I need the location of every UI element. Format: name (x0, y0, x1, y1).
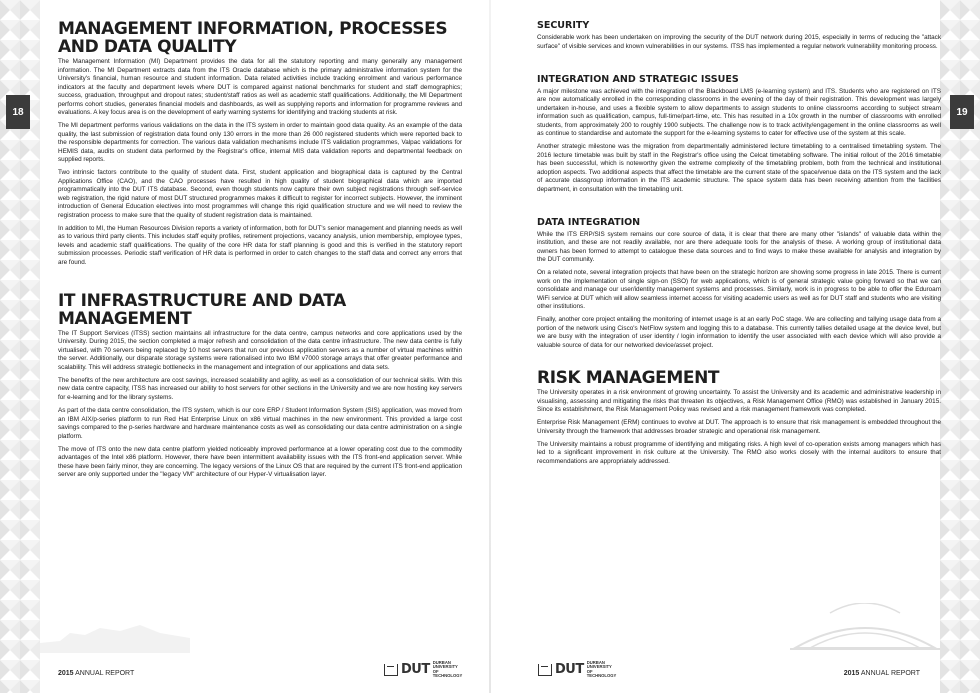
paragraph: Finally, another core project entailing the monitoring of internet usage is at an early PoC stage. We are collecting and tallying usage data from a portion of the network using Cisco's NetFlow system and logging this to a database. This currently tallies detailed usage at the device level, but we are busy with the integration of user identity / login information to identify the user associated with each device which will also provide a valuable source of data for our networked device/asset project. (537, 316, 941, 349)
footer-year: 2015 (58, 670, 74, 677)
faint-skyline-graphic (40, 613, 190, 653)
page-number-left: 18 (6, 95, 30, 129)
paragraph: Considerable work has been undertaken on improving the security of the DUT network during 2015, especially in terms of reducing the "attack surface" of visible services and known vulnerabilities in our systems. ITSS has implemented a regular network vulnerability monitoring process. (537, 34, 941, 50)
dut-logo-mark-icon (384, 664, 398, 676)
stadium-graphic (790, 603, 940, 653)
footer-label: ANNUAL REPORT (75, 670, 135, 677)
paragraph: The University maintains a robust programme of identifying and mitigating risks. A high level of co-operation exists among managers which has led to a significant improvement in risk culture at the University. The RMO also works closely with the internal auditors to ensure that recommendations are appropriately addressed. (537, 440, 941, 465)
left-page-column (58, 16, 462, 484)
paragraph: The MI department performs various validations on the data in the ITS system in order to maintain good data quality. As an example of the data quality, the last submission of registration data found only 130 errors in the more than 26 000 registered students which were reported back to the responsible departments for correction. The various data validation mechanisms include ITS validation programmes, Valpac validations for HEMIS data, audits on student data performed by the Registrar's office, internal MIS data validation reports and departmental feedback on supplied reports. (58, 122, 462, 164)
paragraph: The IT Support Services (ITSS) section maintains all infrastructure for the data centre, campus networks and core applications used by the University. During 2015, the section completed a major refresh and consolidation of the data centre infrastructure. The new data centre is fully virtualised, with 70 servers being replaced by 10 host servers that run our previous application servers as a number of virtual machines within the server. Additionally, our disparate storage systems were rationalised into two IBM v7000 storage arrays that offer greater performance and scalability. This will address strategic bottlenecks in the management and integration of our applications and data sets. (58, 329, 462, 371)
paragraph: As part of the data centre consolidation, the ITS system, which is our core ERP / Student Information System (SIS) application, was moved from an IBM AIX/p-series platform to run Red Hat Enterprise Linux on x86 virtual machines in the new environment. This provided a large cost savings compared to the p-series hardware and hardware maintenance costs as well as consolidating our data centre administration on a single platform. (58, 407, 462, 440)
section-title-data-integration: DATA INTEGRATION (537, 216, 641, 228)
right-page-column (537, 16, 941, 471)
footer-right (844, 670, 920, 677)
section-title-risk-management: RISK MANAGEMENT (537, 368, 720, 389)
footer-label: ANNUAL REPORT (860, 670, 920, 677)
paragraph: Another strategic milestone was the migration from departmentally administered lecture timetabling to a centralised timetabling system. The 2016 lecture timetable was built by staff in the Registrar's office using the Celcat timetabling software. The initial rollout of the 2016 timetable has been successful, which is noteworthy given the extreme complexity of the timetabling problem, both from the technical and institutional adoption aspects. Two additional aspects that affect the timetable are the current state of the space/venue data on the ITS system and the lack of accurate classgroup information in the ITS academic structure. The space system data has been receiving attention from the facilities department, in consultation with the timetabling unit. (537, 143, 941, 193)
section-title-it-infrastructure: IT INFRASTRUCTURE AND DATA MANAGEMENT (58, 290, 346, 329)
paragraph: Enterprise Risk Management (ERM) continues to evolve at DUT. The approach is to ensure that risk management is embedded throughout the University through the framework that addresses broader strategic and operational risk management. (537, 419, 941, 435)
dut-logo-right: DUT DURBAN UNIVERSITY OF TECHNOLOGY (538, 661, 613, 679)
paragraph: On a related note, several integration projects that have been on the strategic horizon are showing some progress in late 2015. There is current work on the implementation of single sign-on (SSO) for web applications, which is of general strategic value going forward so that we can consolidate and manage our user/identity management systems and processes. Similarly, work is in progress to be able to offer the Eduroam WiFi service at DUT which will allow seamless internet access for visiting academic users as well as for DUT staff and students who are visiting other institutions. (537, 269, 941, 311)
footer-year: 2015 (843, 670, 860, 677)
paragraph: A major milestone was achieved with the integration of the Blackboard LMS (e-learning system) and ITS. Students who are registered on ITS are now automatically enrolled in the corresponding classrooms in the evening of the day of their registration. This development was largely undertaken in-house, and uses a flexible system to allow departments to assign students to online classrooms according to subject stream information such as qualification, campus, full-time/part-time, etc. This has resulted in a 10x growth in the number of classrooms with enrolled students, from approximately 200 to roughly 1900 subjects. The challenge now is to track activity/engagement in the online classrooms as well as continue to standardise and automate the support for the e-learning systems to cater for effective use of the system at this scale. (537, 87, 941, 138)
paragraph: The benefits of the new architecture are cost savings, increased scalability and agility, as well as a consolidation of our technical skills. With this new data centre capacity, ITSS has increased our ability to host servers for other sections in the University and we are now hosting key servers for e-learning and for the library systems. (58, 376, 462, 401)
page-number-right: 19 (950, 95, 974, 129)
paragraph: The Management Information (MI) Department provides the data for all the statutory reporting and many generally any management information. The MI Department extracts data from the ITS Oracle database which is the primary administrative information system for the University's financial, human resource and student information. Data related activities include tracking enrolment and various performance indicators at the faculty and department levels where DUT is compared against national benchmarks for student and staff demographics; success, graduation, throughput and dropout rates; student/staff ratios as well as academic staff qualifications. Additionally, the MI Department performs cohort studies, generates financial models and dashboards, as well as supplying reports and information for programme reviews and evaluations. A key focus area is on the development of early warning systems for identifying and tracking students at risk. (58, 58, 462, 116)
section-title-security: SECURITY (537, 20, 590, 31)
dut-logo-mark-icon (538, 664, 552, 676)
footer-left (58, 670, 134, 677)
page-gutter (489, 0, 491, 693)
paragraph: While the ITS ERP/SIS system remains our core source of data, it is clear that there are many other "islands" of valuable data within the institution, and these are not readily available, nor are there adequate tools for the analysis of these. A working group of institutional data owners has been formed to attempt to catalogue these data sources and to find ways to make these available for analysis and integration by the DUT community. (537, 230, 941, 264)
paragraph: The move of ITS onto the new data centre platform yielded noticeably improved performance at a lower operating cost due to the commodity advantages of the Intel x86 platform. However, there have been intermittent availability issues with the ITS front-end application server. While these have been fairly minor, they are concerning. The legacy versions of the Linux OS that are required by the current ITS front-end application server are only supported under the "legacy VM" architecture of our Hyper-V virtualisation layer. (58, 445, 462, 479)
section-title-integration: INTEGRATION AND STRATEGIC ISSUES (537, 73, 739, 85)
paragraph: In addition to MI, the Human Resources Division reports a variety of information, both for DUT's senior management and planning needs as well as to various third party clients. This includes staff equity profiles, retirement projections, vacancy analysis, union membership, employee types, levels and academic staff qualifications. The quality of the core HR data for staff planning is good and this is verified in the statutory report submission processes. Periodic staff verification of HR data is performed in order to catch changes to the staff data and correct any errors that are found. (58, 224, 462, 266)
paragraph: Two intrinsic factors contribute to the quality of student data. First, student application and biographical data is captured by the Central Applications Office (CAO), and the CAO processes have resulted in high quality of student biographical data which are imported programmatically into the DUT ITS database. Second, even though students now capture their own subject registrations through self-service web registration, the rigid nature of most DUT structured programmes makes it difficult to register for incorrect subjects. However, the imminent introduction of General Education electives into most programmes will change this rigid qualification structure and we will need to review the registration process to make sure that the quality of student registration data is maintained. (58, 169, 462, 219)
dut-logo-left: DUT DURBAN UNIVERSITY OF TECHNOLOGY (384, 661, 459, 679)
section-title-management-information: MANAGEMENT INFORMATION, PROCESSES AND DATA QUALITY (58, 19, 448, 57)
paragraph: The University operates in a risk environment of growing uncertainty. To assist the University and its academic and administrative leadership in visualising, assessing and mitigating the risks that threaten its objectives, a Risk Management Office (RMO) was established in January 2015. Since its establishment, the Risk Management Policy was revised and a risk management framework was completed. (537, 389, 941, 414)
